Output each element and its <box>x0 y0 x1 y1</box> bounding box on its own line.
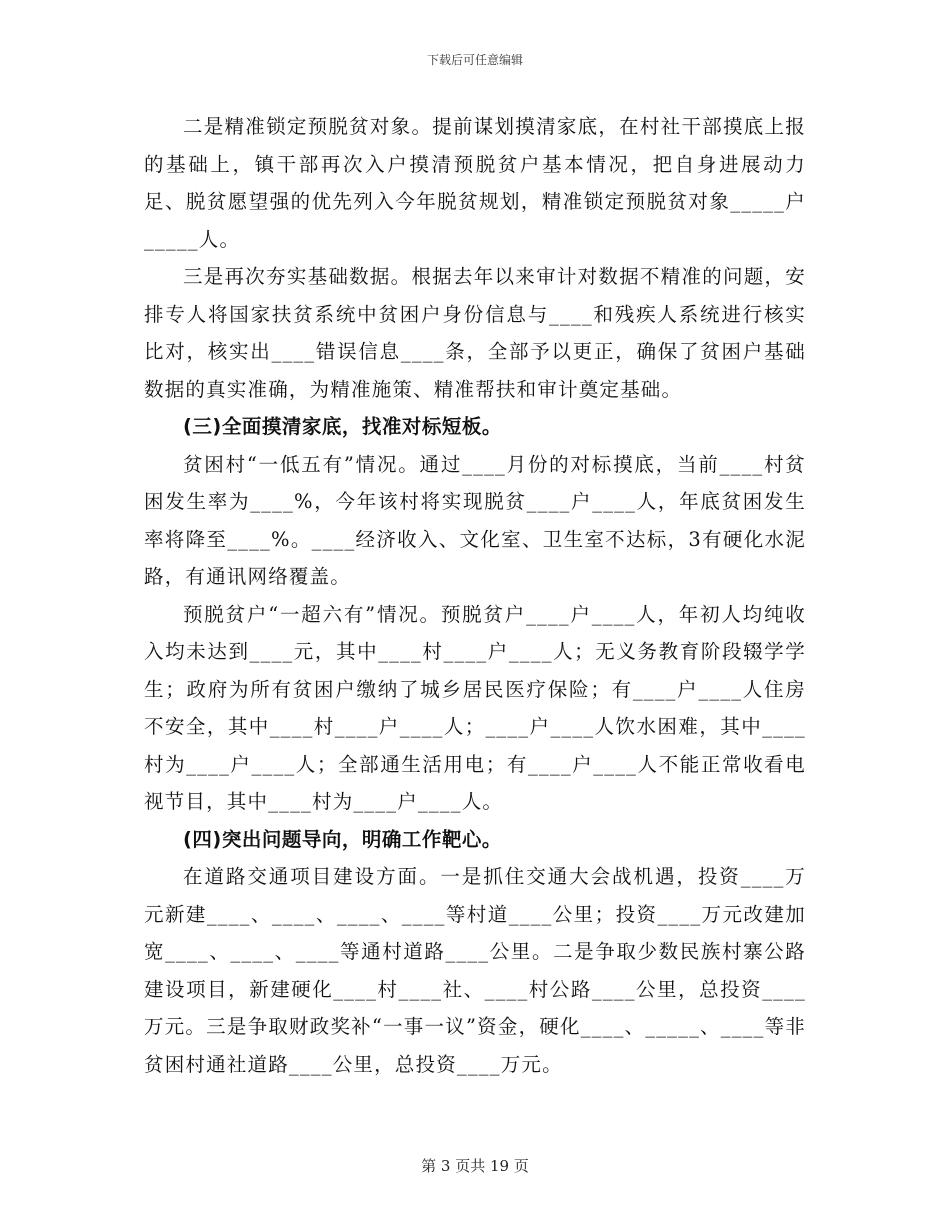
document-body <box>144 108 806 1083</box>
paragraph-road-construction: 在道路交通项目建设方面。一是抓住交通大会战机遇，投资____万元新建____、____、____、____等村道____公里；投资____万元改建加宽____、____、____等通村道路____公里。二是争取少数民族村寨公路建设项目，新建硬化____村____社、____村公路____公里，总投资____万元。三是争取财政奖补“一事一议”资金，硬化____、_____、____等非贫困村通社道路____公里，总投资____万元。 <box>144 865 806 1076</box>
section-heading-4: (四)突出问题导向，明确工作靶心。 <box>183 827 502 851</box>
section-heading-3: (三)全面摸清家底，找准对标短板。 <box>183 415 502 438</box>
paragraph-pre-poverty-households: 预脱贫户“一超六有”情况。预脱贫户____户____人，年初人均纯收入均未达到____元，其中____村____户____人；无义务教育阶段辍学学生；政府为所有贫困户缴纳了城乡居民医疗保险；有____户____人住房不安全，其中____村____户____人；____户____人饮水困难，其中____村为____户____人；全部通生活用电；有____户____人不能正常收看电视节目，其中____村为____户____人。 <box>144 602 806 813</box>
paragraph-base-data: 三是再次夯实基础数据。根据去年以来审计对数据不精准的问题，安排专人将国家扶贫系统中贫困户身份信息与____和残疾人系统进行核实比对，核实出____错误信息____条，全部予以更正，确保了贫困户基础数据的真实准确，为精准施策、精准帮扶和审计奠定基础。 <box>144 265 806 401</box>
page-number: 第 3 页共 19 页 <box>421 1157 529 1175</box>
page-header: 下载后可任意编辑 <box>426 53 523 67</box>
paragraph-target-households: 二是精准锁定预脱贫对象。提前谋划摸清家底，在村社干部摸底上报的基础上，镇干部再次入户摸清预脱贫户基本情况，把自身进展动力足、脱贫愿望强的优先列入今年脱贫规划，精准锁定预脱贫对象_____户_____人。 <box>144 115 806 251</box>
paragraph-poor-village-status: 贫困村“一低五有”情况。通过____月份的对标摸底，当前____村贫困发生率为____%，今年该村将实现脱贫____户____人，年底贫困发生率将降至____%。____经济收入、文化室、卫生室不达标，3有硬化水泥路，有通讯网络覆盖。 <box>144 452 806 588</box>
